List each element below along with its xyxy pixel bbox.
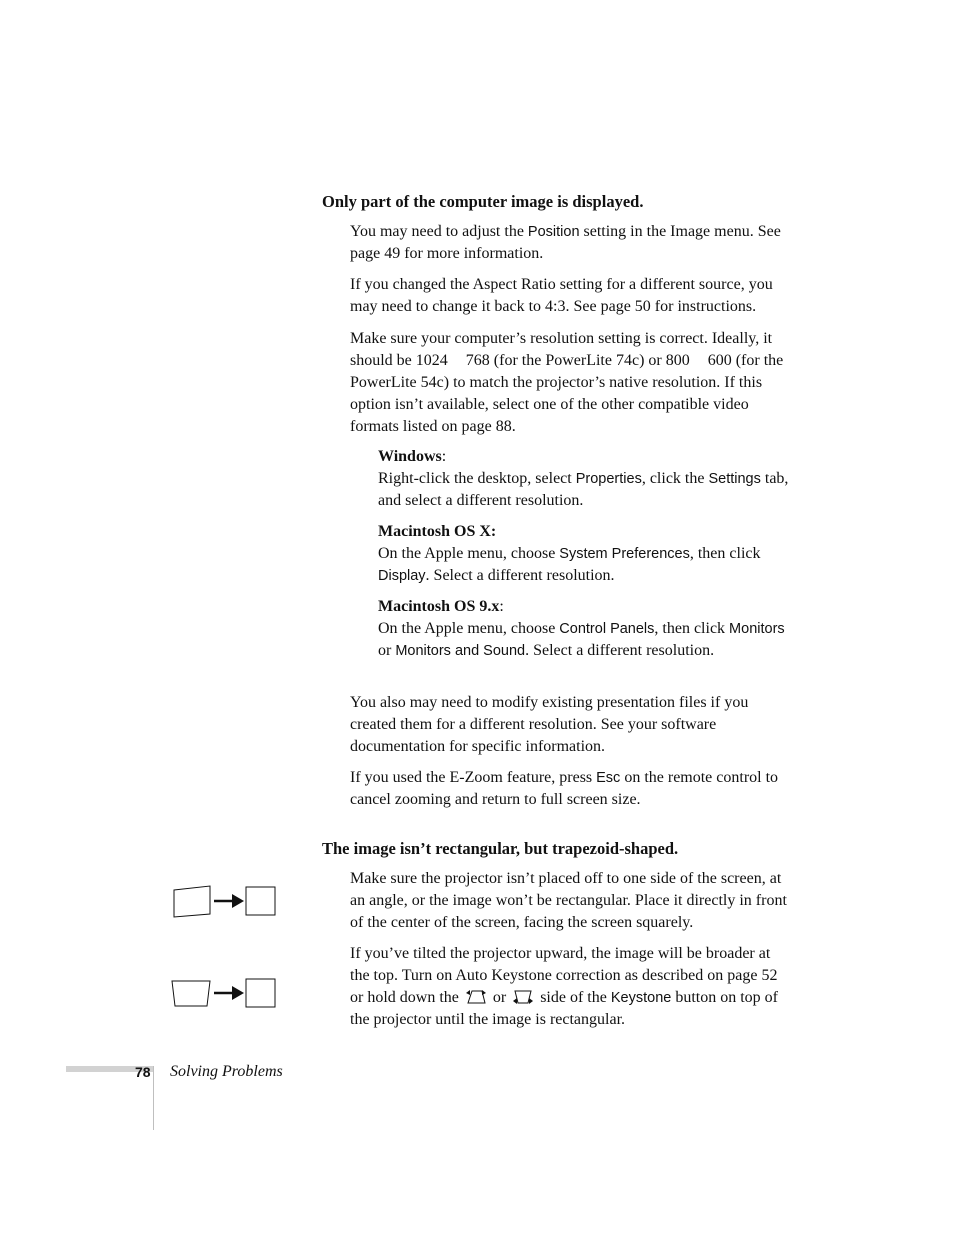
ui-term-settings: Settings bbox=[708, 471, 761, 487]
paragraph-position-setting: You may need to adjust the Position setting in the Image menu. See page 49 for more information. bbox=[350, 223, 781, 262]
chapter-title: Solving Problems bbox=[170, 1063, 283, 1080]
side-keystone-correction-icon bbox=[170, 884, 280, 920]
section-heading-partial-image: Only part of the computer image is displayed. bbox=[322, 192, 644, 211]
os-label-windows: Windows bbox=[378, 448, 442, 465]
instructions-mac-osx: Macintosh OS X: On the Apple menu, choose System Preferences, then click Display. Select a different resolution. bbox=[378, 523, 761, 584]
ui-term-properties: Properties bbox=[575, 471, 642, 487]
instructions-mac-os9: Macintosh OS 9.x: On the Apple menu, choose Control Panels, then click Monitors or Monitors and Sound. Select a different resolution. bbox=[378, 598, 785, 659]
page-number: 78 bbox=[135, 1064, 151, 1080]
ui-term-control-panels: Control Panels bbox=[559, 621, 655, 637]
ui-term-position: Position bbox=[527, 224, 580, 240]
keystone-bottom-icon bbox=[512, 989, 534, 1005]
ui-term-esc: Esc bbox=[596, 770, 621, 786]
section-heading-trapezoid: The image isn’t rectangular, but trapezoid-shaped. bbox=[322, 839, 679, 858]
paragraph-projector-placement: Make sure the projector isn’t placed off to one side of the screen, at an angle, or the image won’t be rectangular. Place it directly in front of the center of the screen, facing the screen squarely. bbox=[350, 870, 787, 931]
paragraph-presentation-files: You also may need to modify existing presentation files if you created them for a different resolution. See your software documentation for specific information. bbox=[350, 694, 749, 755]
ui-term-keystone: Keystone bbox=[610, 990, 672, 1006]
paragraph-resolution: Make sure your computer’s resolution setting is correct. Ideally, it should be 1024 768 (for the PowerLite 74c) or 800 600 (for the PowerLite 54c) to match the projector’s native resolution. If this option isn’t available, select one of the other compatible video formats listed on page 88. bbox=[350, 330, 784, 435]
footer-divider bbox=[153, 1066, 154, 1130]
paragraph-ezoom: If you used the E-Zoom feature, press Esc on the remote control to cancel zooming and return to full screen size. bbox=[350, 769, 779, 808]
ui-term-system-preferences: System Preferences bbox=[559, 546, 690, 562]
ui-term-monitors-and-sound: Monitors and Sound bbox=[395, 643, 526, 659]
keystone-top-icon bbox=[465, 989, 487, 1005]
paragraph-keystone: If you’ve tilted the projector upward, the image will be broader at the top. Turn on Auto Keystone correction as described on page 52 or hold down the or side of the Keystone button on top of the projector until the image is rectangular. bbox=[350, 945, 778, 1028]
paragraph-aspect-ratio: If you changed the Aspect Ratio setting for a different source, you may need to change it back to 4:3. See page 50 for instructions. bbox=[350, 276, 773, 315]
os-label-mac-os9: Macintosh OS 9.x bbox=[378, 598, 500, 615]
instructions-windows: Windows: Right-click the desktop, select Properties, click the Settings tab, and select a different resolution. bbox=[378, 448, 789, 509]
os-label-mac-osx: Macintosh OS X: bbox=[378, 523, 497, 540]
ui-term-display: Display bbox=[378, 568, 426, 584]
ui-term-monitors: Monitors bbox=[729, 621, 785, 637]
vertical-keystone-correction-icon bbox=[170, 975, 280, 1011]
